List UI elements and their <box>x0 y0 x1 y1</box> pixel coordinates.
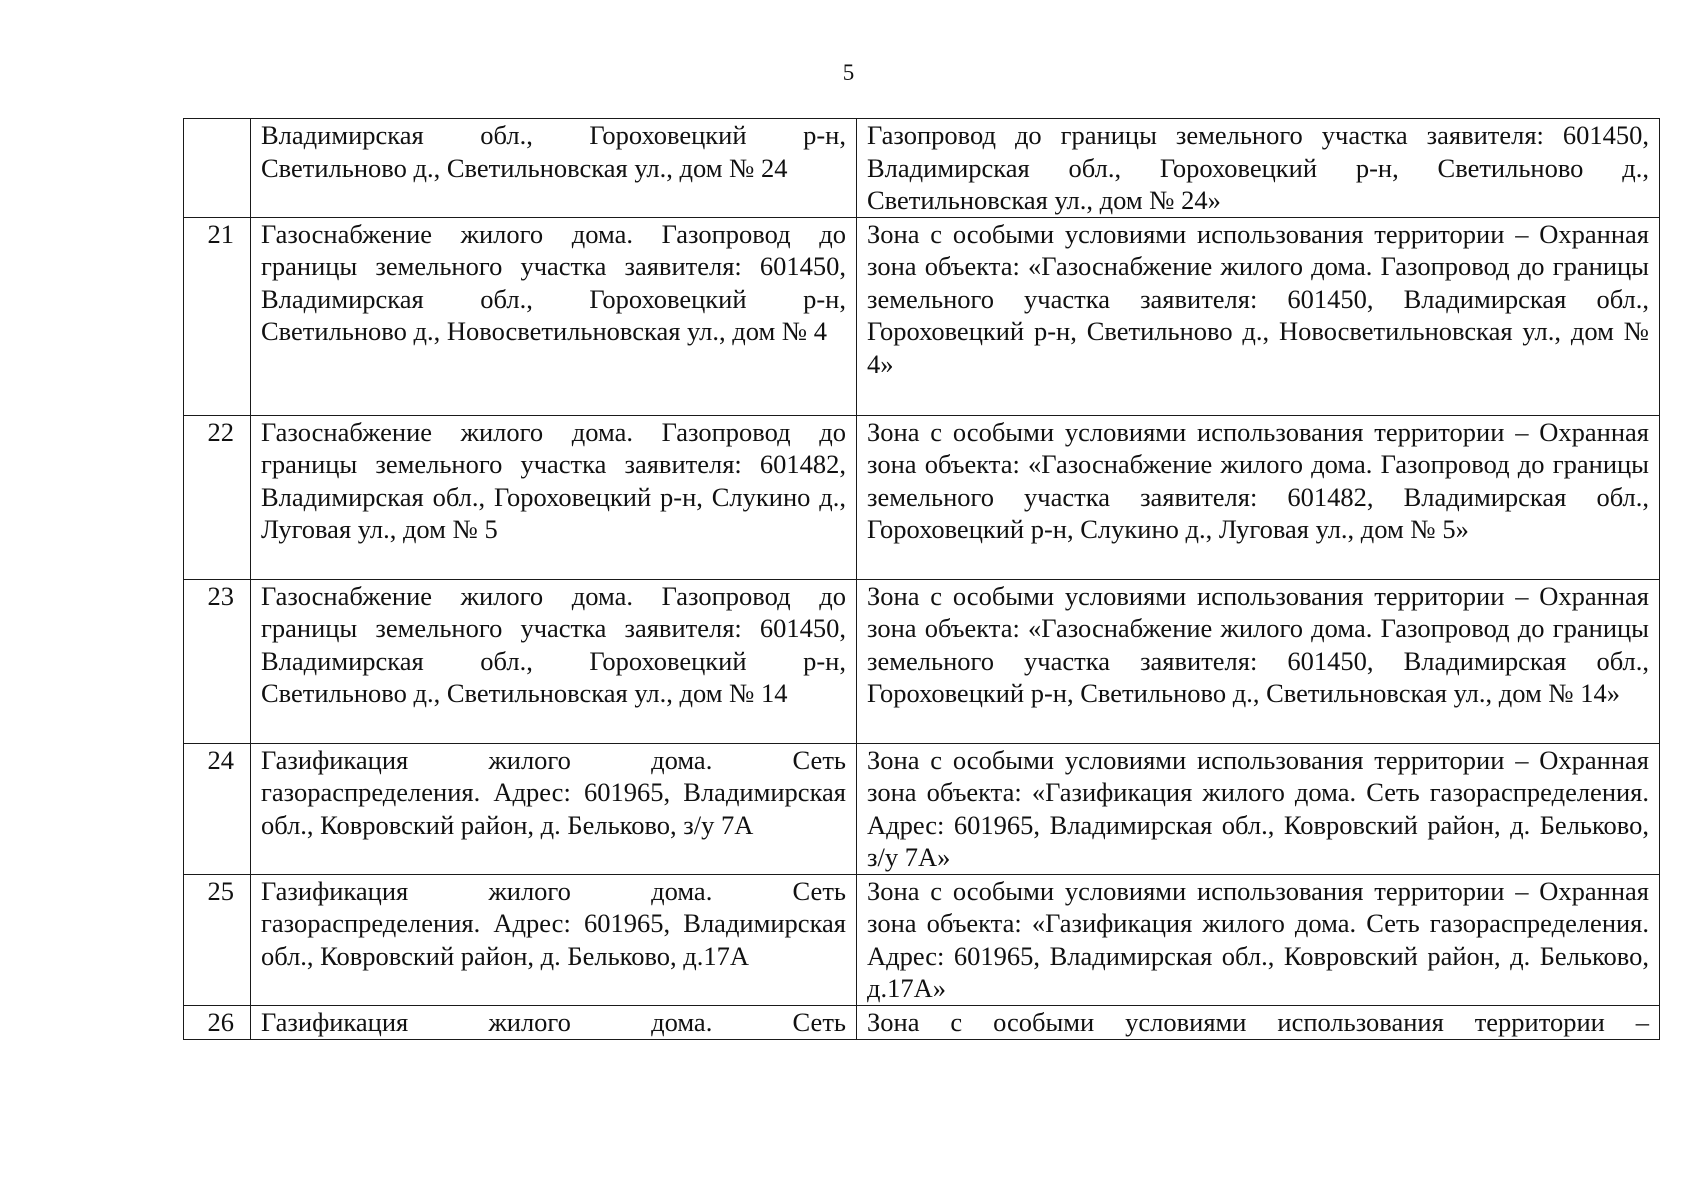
object-description: Владимирская обл., Гороховецкий р-н, Светильново д., Светильновская ул., дом № 24 <box>251 119 857 218</box>
zones-table <box>183 118 1660 1040</box>
row-number: 22 <box>184 415 251 579</box>
table-row <box>184 415 1660 579</box>
zone-description: Зона с особыми условиями использования территории – Охранная зона объекта: «Газификация жилого дома. Сеть газораспределения. Адрес: 601965, Владимирская обл., Ковровский район, д. Бельково, д.17А» <box>857 874 1660 1005</box>
zone-description: Зона с особыми условиями использования территории – <box>857 1005 1660 1039</box>
object-description: Газоснабжение жилого дома. Газопровод до границы земельного участка заявителя: 601482, Владимирская обл., Гороховецкий р-н, Слукино д., Луговая ул., дом № 5 <box>251 415 857 579</box>
page-number: 5 <box>842 60 855 85</box>
object-description: Газоснабжение жилого дома. Газопровод до границы земельного участка заявителя: 601450, Владимирская обл., Гороховецкий р-н, Светильново д., Светильновская ул., дом № 14 <box>251 579 857 743</box>
zone-description: Зона с особыми условиями использования территории – Охранная зона объекта: «Газификация жилого дома. Сеть газораспределения. Адрес: 601965, Владимирская обл., Ковровский район, д. Бельково, з/у 7А» <box>857 743 1660 874</box>
table-row <box>184 579 1660 743</box>
table-row <box>184 217 1660 415</box>
row-number: 25 <box>184 874 251 1005</box>
row-number: 26 <box>184 1005 251 1039</box>
row-number <box>184 119 251 218</box>
table-row <box>184 874 1660 1005</box>
object-description: Газоснабжение жилого дома. Газопровод до границы земельного участка заявителя: 601450, Владимирская обл., Гороховецкий р-н, Светильново д., Новосветильновская ул., дом № 4 <box>251 217 857 415</box>
zone-description: Зона с особыми условиями использования территории – Охранная зона объекта: «Газоснабжение жилого дома. Газопровод до границы земельного участка заявителя: 601450, Владимирская обл., Гороховецкий р-н, Светильново д., Новосветильновская ул., дом № 4» <box>857 217 1660 415</box>
row-number: 23 <box>184 579 251 743</box>
zone-description: Зона с особыми условиями использования территории – Охранная зона объекта: «Газоснабжение жилого дома. Газопровод до границы земельного участка заявителя: 601482, Владимирская обл., Гороховецкий р-н, Слукино д., Луговая ул., дом № 5» <box>857 415 1660 579</box>
table-row <box>184 1005 1660 1039</box>
object-description: Газификация жилого дома. Сеть <box>251 1005 857 1039</box>
zone-description: Газопровод до границы земельного участка заявителя: 601450, Владимирская обл., Гороховецкий р-н, Светильново д., Светильновская ул., дом № 24» <box>857 119 1660 218</box>
row-number: 24 <box>184 743 251 874</box>
object-description: Газификация жилого дома. Сеть газораспределения. Адрес: 601965, Владимирская обл., Ковровский район, д. Бельково, д.17А <box>251 874 857 1005</box>
table-row <box>184 119 1660 218</box>
object-description: Газификация жилого дома. Сеть газораспределения. Адрес: 601965, Владимирская обл., Ковровский район, д. Бельково, з/у 7А <box>251 743 857 874</box>
row-number: 21 <box>184 217 251 415</box>
table-row <box>184 743 1660 874</box>
zone-description: Зона с особыми условиями использования территории – Охранная зона объекта: «Газоснабжение жилого дома. Газопровод до границы земельного участка заявителя: 601450, Владимирская обл., Гороховецкий р-н, Светильново д., Светильновская ул., дом № 14» <box>857 579 1660 743</box>
